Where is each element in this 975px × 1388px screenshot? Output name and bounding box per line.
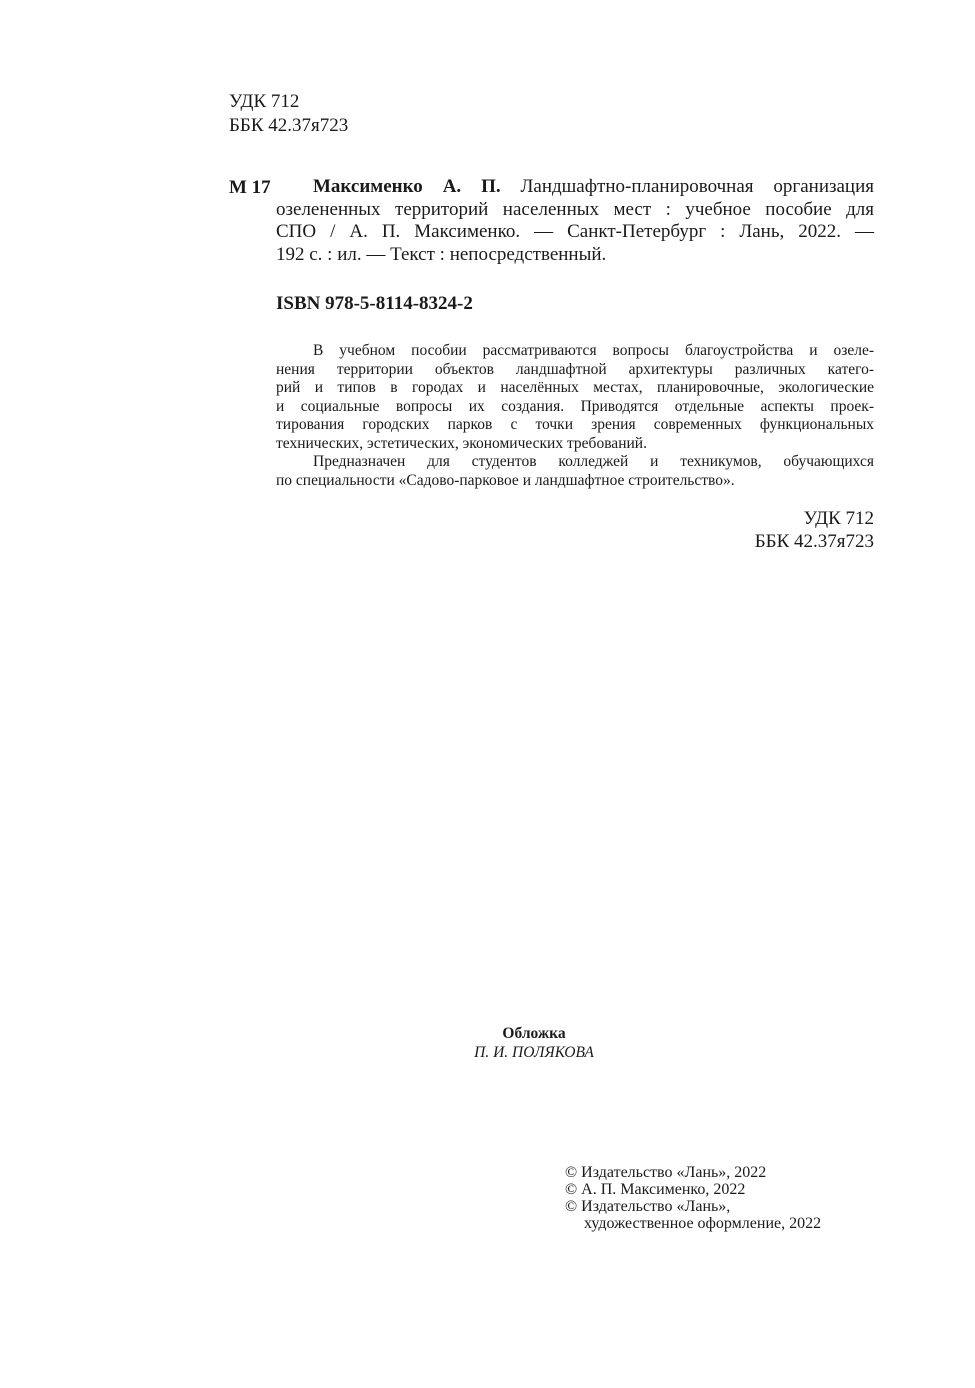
- cover-label: Обложка: [502, 1025, 566, 1042]
- isbn: ISBN 978-5-8114-8324-2: [276, 293, 473, 314]
- abstract-line: тирования городских парков с точки зрения современных функциональных: [276, 416, 874, 433]
- abstract-line: В учебном пособии рассматриваются вопросы благоустройства и озеле-: [313, 342, 874, 359]
- cover-credit: [0, 1025, 975, 1062]
- biblio-line: СПО / А. П. Максименко. — Санкт-Петербург : Лань, 2022. —: [276, 221, 874, 242]
- abstract-line: нения территории объектов ландшафтной архитектуры различных катего-: [276, 360, 874, 378]
- cover-designer: П. И. ПОЛЯКОВА: [474, 1043, 594, 1061]
- udk-code: УДК 712: [803, 508, 874, 529]
- top-classification-codes: [229, 90, 348, 138]
- copyright-line: художественное оформление, 2022: [584, 1215, 822, 1232]
- abstract-line: рий и типов в городах и населённых местах, планировочные, экологические: [276, 379, 874, 396]
- biblio-line: Максименко А. П. Ландшафтно-планировочная организация: [313, 176, 874, 197]
- author-mark: М 17: [229, 177, 271, 198]
- abstract: [276, 342, 874, 490]
- biblio-line: 192 с. : ил. — Текст : непосредственный.: [276, 243, 607, 265]
- biblio-line: озелененных территорий населенных мест : учебное пособие для: [276, 198, 874, 220]
- abstract-line: и социальные вопросы их создания. Приводятся отдельные аспекты проек-: [276, 397, 874, 415]
- copyright-line: © Издательство «Лань», 2022: [565, 1164, 767, 1181]
- abstract-line: Предназначен для студентов колледжей и техникумов, обучающихся: [313, 453, 874, 470]
- bbk-code: ББК 42.37я723: [229, 115, 349, 136]
- abstract-line: по специальности «Садово-парковое и ландшафтное строительство».: [276, 471, 735, 489]
- bibliographic-description: [276, 176, 874, 266]
- bottom-classification-codes: [755, 508, 874, 553]
- copyright-line: © А. П. Максименко, 2022: [565, 1181, 746, 1198]
- copyright-block: [565, 1164, 821, 1232]
- abstract-line: технических, эстетических, экономических требований.: [276, 434, 647, 452]
- author-name: Максименко А. П.: [313, 176, 501, 197]
- bbk-code: ББК 42.37я723: [754, 530, 874, 552]
- copyright-line: © Издательство «Лань»,: [565, 1198, 731, 1215]
- udk-code: УДК 712: [229, 91, 300, 112]
